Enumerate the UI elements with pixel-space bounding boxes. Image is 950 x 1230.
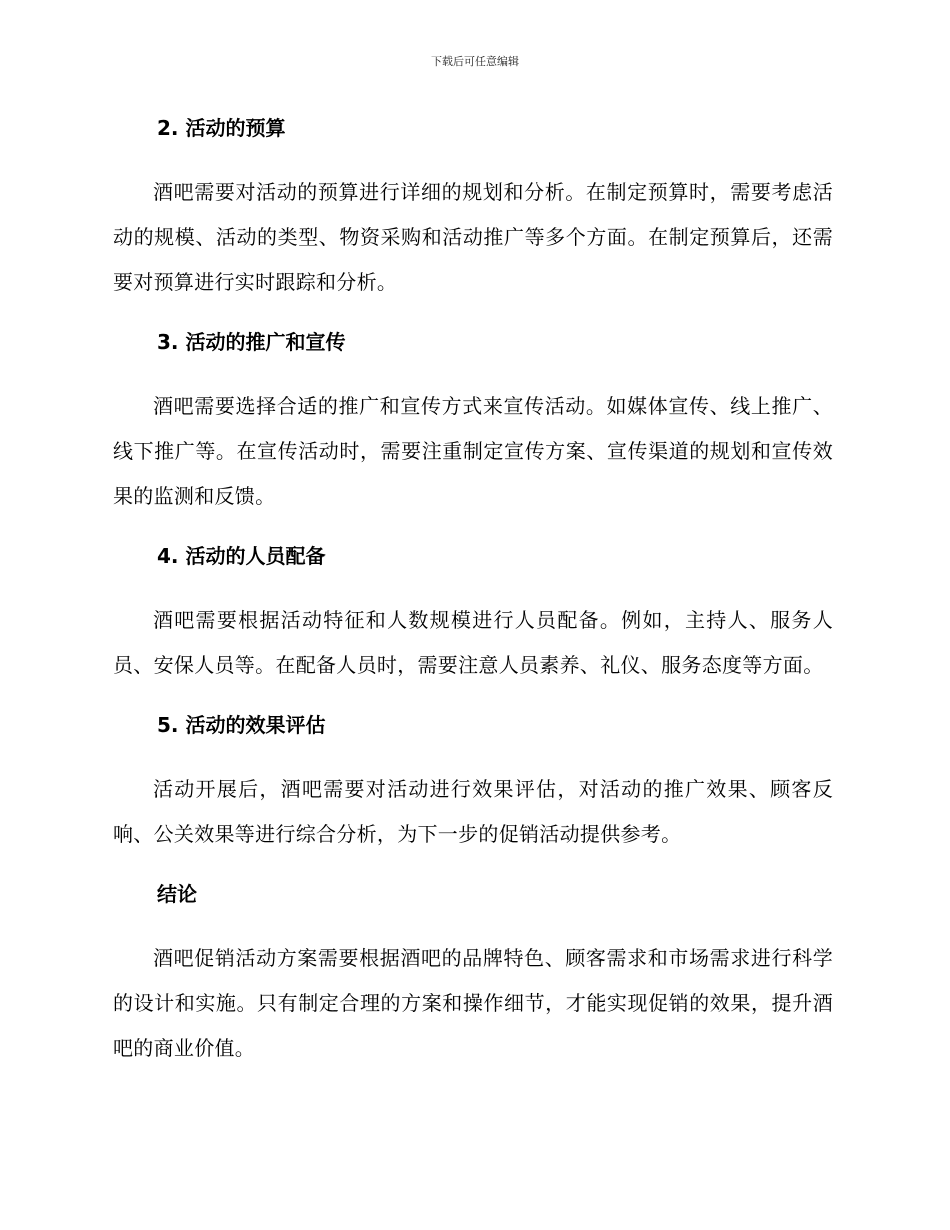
document-body [113,112,833,1071]
section-paragraph: 活动开展后，酒吧需要对活动进行效果评估，对活动的推广效果、顾客反响、公关效果等进行综合分析，为下一步的促销活动提供参考。 [113,777,833,846]
page-header: 下载后可任意编辑 [431,55,519,68]
section-heading: 结论 [157,882,197,906]
section-paragraph: 酒吧需要选择合适的推广和宣传方式来宣传活动。如媒体宣传、线上推广、线下推广等。在宣传活动时，需要注重制定宣传方案、宣传渠道的规划和宣传效果的监测和反馈。 [113,394,833,508]
section-paragraph: 酒吧促销活动方案需要根据酒吧的品牌特色、顾客需求和市场需求进行科学的设计和实施。只有制定合理的方案和操作细节，才能实现促销的效果，提升酒吧的商业价值。 [113,946,833,1060]
section-promotion [113,326,833,519]
section-paragraph: 酒吧需要对活动的预算进行详细的规划和分析。在制定预算时，需要考虑活动的规模、活动的类型、物资采购和活动推广等多个方面。在制定预算后，还需要对预算进行实时跟踪和分析。 [113,180,833,294]
section-staffing [113,540,833,688]
section-paragraph: 酒吧需要根据活动特征和人数规模进行人员配备。例如，主持人、服务人员、安保人员等。在配备人员时，需要注意人员素养、礼仪、服务态度等方面。 [113,608,833,677]
section-heading: 5. 活动的效果评估 [157,713,326,737]
section-conclusion [113,878,833,1071]
section-heading: 3. 活动的推广和宣传 [157,330,346,354]
section-budget [113,112,833,305]
section-evaluation [113,709,833,857]
section-heading: 4. 活动的人员配备 [157,544,326,568]
section-heading: 2. 活动的预算 [157,116,286,140]
